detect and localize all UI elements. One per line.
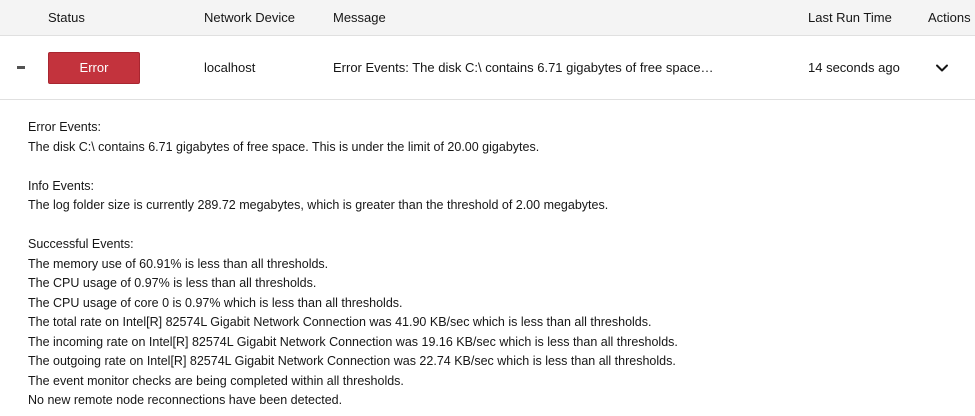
successful-events-section [28, 235, 958, 411]
info-event-line: The log folder size is currently 289.72 megabytes, which is greater than the threshold of 2.00 megabytes. [28, 198, 609, 212]
column-header-network-device[interactable]: Network Device [204, 10, 296, 25]
column-header-status[interactable]: Status [48, 10, 85, 25]
successful-event-line: The event monitor checks are being completed within all thresholds. [28, 373, 404, 388]
info-events-heading: Info Events: [28, 178, 95, 193]
successful-event-line: The outgoing rate on Intel[R] 82574L Gigabit Network Connection was 22.74 KB/sec which is less than all thresholds. [28, 354, 676, 368]
successful-event-line: The CPU usage of core 0 is 0.97% which is less than all thresholds. [28, 295, 403, 310]
last-run-time-cell: 14 seconds ago [808, 60, 900, 75]
successful-event-line: No new remote node reconnections have been detected. [28, 393, 343, 407]
chevron-down-icon [934, 60, 950, 76]
expand-actions-button[interactable] [934, 60, 950, 76]
error-events-section [28, 118, 958, 157]
collapse-row-toggle[interactable] [17, 66, 25, 69]
successful-event-line: The incoming rate on Intel[R] 82574L Gigabit Network Connection was 19.16 KB/sec which is less than all thresholds. [28, 334, 678, 349]
error-events-heading: Error Events: [28, 120, 101, 134]
successful-event-line: The memory use of 60.91% is less than all thresholds. [28, 256, 329, 271]
column-header-message[interactable]: Message [333, 10, 386, 25]
error-event-line: The disk C:\ contains 6.71 gigabytes of free space. This is under the limit of 20.00 gigabytes. [28, 139, 540, 154]
message-cell: Error Events: The disk C:\ contains 6.71 gigabytes of free space… [333, 60, 714, 75]
column-header-actions: Actions [928, 10, 971, 25]
row-expanded-details [28, 118, 958, 416]
column-header-last-run-time[interactable]: Last Run Time [808, 10, 892, 25]
successful-event-line: The total rate on Intel[R] 82574L Gigabit Network Connection was 41.90 KB/sec which is less than all thresholds. [28, 315, 652, 329]
table-header [0, 0, 975, 36]
table-row[interactable] [0, 36, 975, 100]
info-events-section [28, 177, 958, 216]
successful-events-heading: Successful Events: [28, 237, 134, 251]
status-error-button[interactable]: Error [48, 52, 140, 84]
network-device-cell: localhost [204, 60, 256, 75]
successful-event-line: The CPU usage of 0.97% is less than all thresholds. [28, 276, 317, 290]
